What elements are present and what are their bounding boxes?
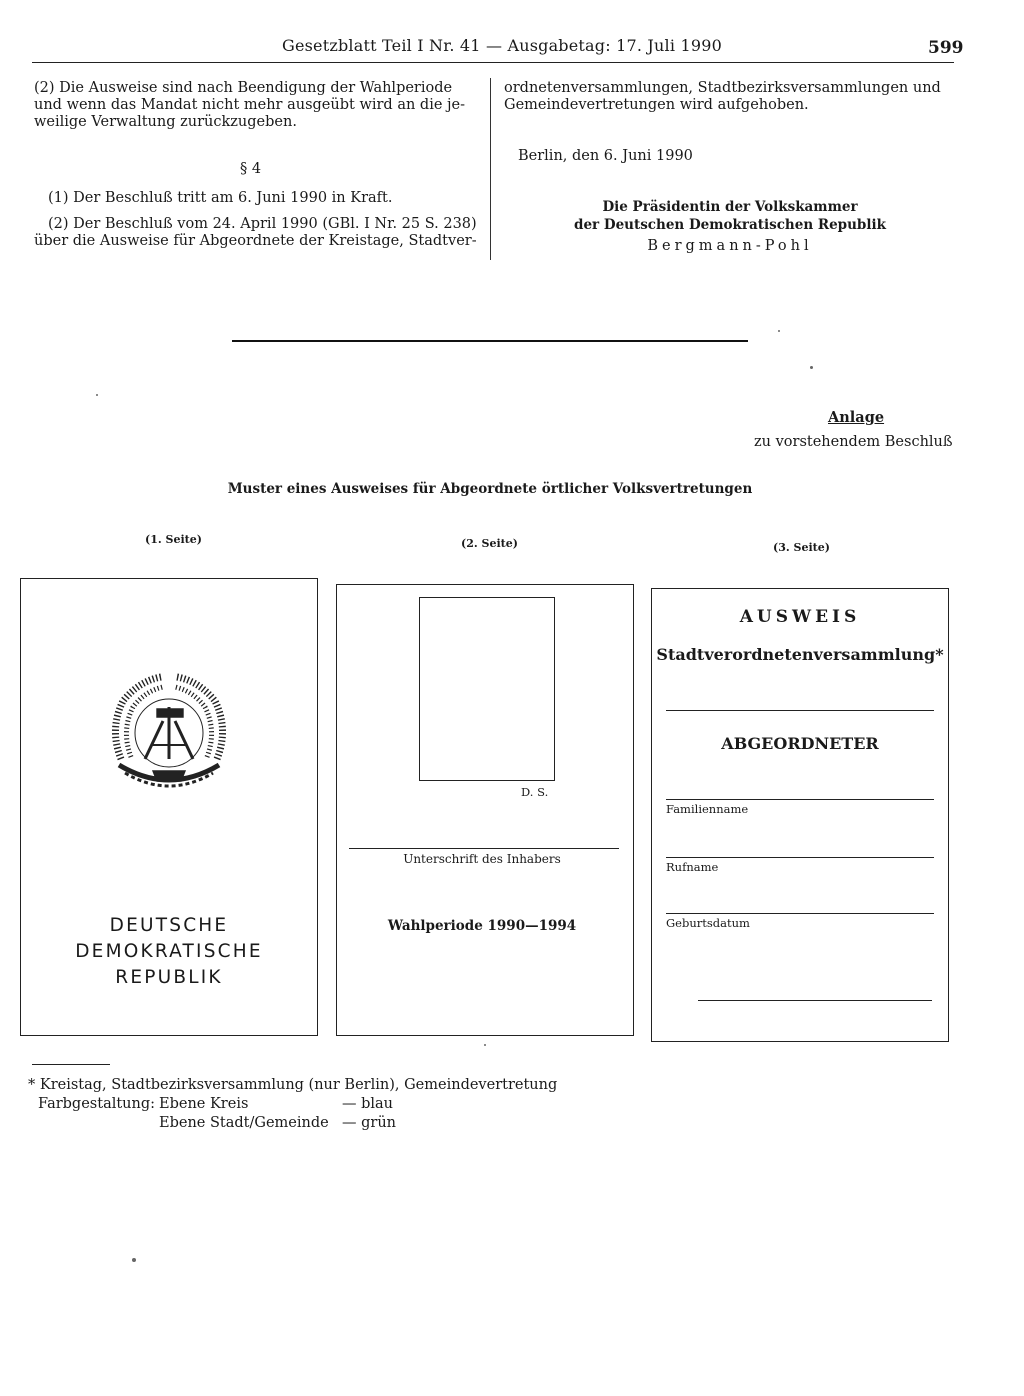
annex-title: Anlage [828, 409, 885, 426]
scan-speck [484, 1044, 486, 1046]
field-line [666, 857, 934, 858]
signatory-name: Bergmann-Pohl [647, 238, 813, 254]
cover-country-name [21, 913, 317, 991]
footnote-color-blue: — blau [342, 1096, 394, 1112]
footnote-level-city: Ebene Stadt/Gemeinde [159, 1115, 329, 1131]
column-divider [490, 78, 491, 260]
field-label-firstname: Rufname [666, 860, 719, 874]
role-title: ABGEORDNETER [721, 734, 879, 753]
card-label-page1: (1. Seite) [145, 533, 202, 546]
annex-heading: Muster eines Ausweises für Abgeordnete örtlicher Volksvertretungen [227, 481, 753, 497]
id-card-page3 [651, 588, 949, 1042]
seal-abbreviation: D. S. [521, 785, 549, 799]
paragraph-2-return-ids [34, 80, 478, 131]
annex-subtitle: zu vorstehendem Beschluß [754, 434, 953, 450]
footnote-line1: * Kreistag, Stadtbezirksversammlung (nur Berlin), Gemeindevertretung [28, 1077, 558, 1093]
election-term: Wahlperiode 1990—1994 [387, 918, 577, 934]
card-label-page2: (2. Seite) [461, 537, 518, 550]
assembly-name: Stadtverordnetenversammlung* [656, 645, 944, 664]
footnote-color-green: — grün [342, 1115, 396, 1131]
cover-line-2: DEMOKRATISCHE REPUBLIK [75, 941, 263, 988]
place-date: Berlin, den 6. Juni 1990 [518, 148, 693, 164]
section-separator-rule [232, 340, 748, 342]
field-label-surname: Familienname [666, 802, 749, 816]
scan-speck [96, 394, 98, 396]
photo-placeholder [419, 597, 555, 781]
text-line: Gemeindevertretungen wird aufgehoben. [504, 97, 809, 113]
card-label-page3: (3. Seite) [773, 541, 830, 554]
cover-line-1: DEUTSCHE [109, 915, 229, 936]
ddr-emblem-icon [103, 667, 235, 799]
field-label-birthdate: Geburtsdatum [666, 916, 750, 930]
text-line: (2) Die Ausweise sind nach Beendigung der Wahlperiode [34, 80, 453, 96]
scan-speck [778, 330, 780, 332]
card-title: AUSWEIS [739, 607, 861, 627]
signature-label: Unterschrift des Inhabers [403, 852, 561, 866]
signatory-institution: der Deutschen Demokratischen Republik [574, 217, 886, 233]
text-line: (2) Der Beschluß vom 24. April 1990 (GBl. I Nr. 25 S. 238) [48, 216, 477, 232]
text-line: weilige Verwaltung zurückzugeben. [34, 114, 297, 130]
field-line [666, 913, 934, 914]
page-number: 599 [928, 38, 964, 58]
paragraph-continuation [504, 80, 952, 114]
field-line [666, 799, 934, 800]
signatory-block [560, 198, 900, 234]
text-line: und wenn das Mandat nicht mehr ausgeübt wird an die je- [34, 97, 465, 113]
paragraph-s4-1: (1) Der Beschluß tritt am 6. Juni 1990 in Kraft. [48, 190, 393, 206]
card-divider-line [666, 710, 934, 711]
signature-line [349, 848, 619, 849]
id-card-page2 [336, 584, 634, 1036]
footnote-color-label: Farbgestaltung: [38, 1096, 156, 1112]
section-heading: § 4 [240, 161, 262, 177]
id-card-page1 [20, 578, 318, 1036]
signatory-title: Die Präsidentin der Volkskammer [602, 199, 858, 215]
signature-line [698, 1000, 932, 1001]
text-line: über die Ausweise für Abgeordnete der Kreistage, Stadtver- [34, 233, 477, 249]
text-line: ordnetenversammlungen, Stadtbezirksversammlungen und [504, 80, 941, 96]
paragraph-s4-2 [34, 216, 478, 250]
scan-speck [810, 366, 813, 369]
running-header: Gesetzblatt Teil I Nr. 41 — Ausgabetag: 17. Juli 1990 [282, 36, 722, 55]
scan-speck [132, 1258, 136, 1262]
footnote-rule [32, 1064, 110, 1065]
footnote-level-county: Ebene Kreis [159, 1096, 249, 1112]
header-rule [32, 62, 954, 63]
